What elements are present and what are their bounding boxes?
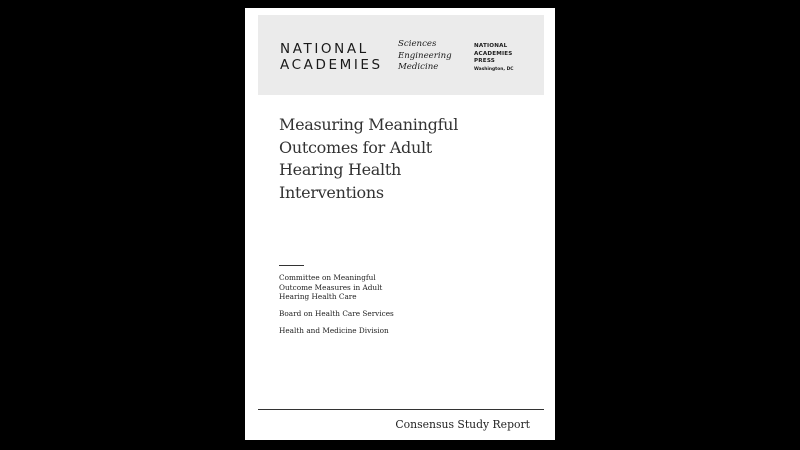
title-line-1: Measuring Meaningful [279, 115, 459, 134]
title-line-2: Outcomes for Adult [279, 137, 432, 157]
national-academies-logo [280, 41, 383, 73]
division-line: Health and Medicine Division [279, 326, 389, 335]
press-line-2: ACADEMIES [474, 50, 513, 57]
tagline-medicine: Medicine [398, 62, 439, 72]
committee-line-2: Outcome Measures in Adult [279, 282, 383, 292]
board-name [279, 309, 394, 319]
logo-line-1: NATIONAL [280, 41, 369, 57]
report-cover-page [245, 8, 555, 440]
board-line: Board on Health Care Services [279, 309, 394, 318]
press-line-3: PRESS [474, 58, 496, 64]
report-title [279, 114, 519, 204]
title-line-3: Hearing Health [279, 160, 401, 179]
header-band [258, 15, 544, 95]
logo-line-2: ACADEMIES [280, 57, 383, 73]
tagline-sciences: Sciences [398, 39, 437, 49]
title-line-4: Interventions [279, 182, 384, 202]
divider-short [279, 265, 304, 266]
division-name [279, 326, 394, 336]
report-type-label: Consensus Study Report [395, 418, 530, 431]
divider-bottom [258, 409, 544, 410]
logo-tagline [398, 39, 452, 74]
committee-line-3: Hearing Health Care [279, 292, 357, 301]
press-imprint [474, 43, 513, 73]
press-line-1: NATIONAL [474, 43, 508, 49]
tagline-engineering: Engineering [398, 50, 452, 61]
press-location: Washington, DC [474, 66, 514, 72]
credits [279, 273, 394, 343]
committee-line-1: Committee on Meaningful [279, 273, 376, 282]
committee-name [279, 273, 394, 302]
